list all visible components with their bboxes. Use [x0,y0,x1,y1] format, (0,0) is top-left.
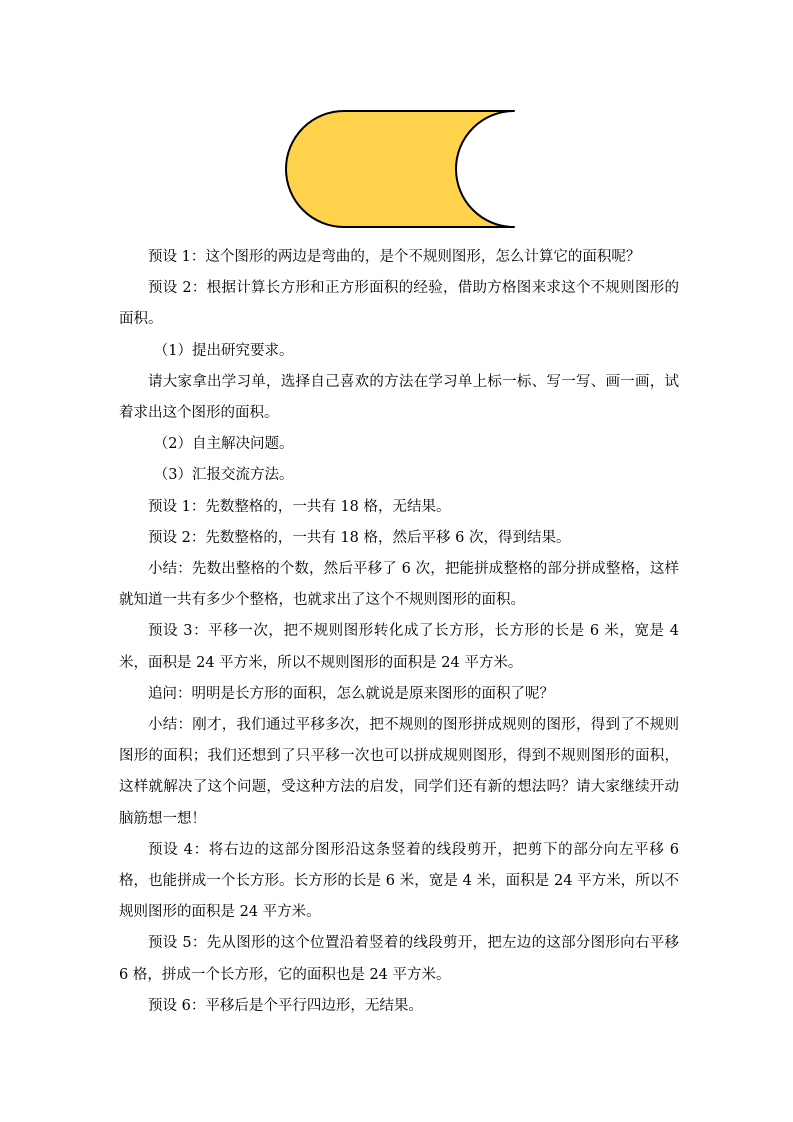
paragraph-step-3: （3）汇报交流方法。 [153,467,294,484]
paragraph-follow-up-question: 追问：明明是长方形的面积，怎么就说是原来图形的面积了呢？ [148,685,554,702]
paragraph-summary-2: 小结：刚才，我们通过平移多次，把不规则的图形拼成规则的图形，得到了不规则图形的面积；我们还想到了只平移一次也可以拼成规则图形，得到不规则图形的面积，这样就解决了这个问题，受这种方法的启发，同学们还有新的想法吗？请大家继续开动脑筋想一想！ [119,717,679,827]
paragraph-preset-2-grid: 预设 2：根据计算长方形和正方形面积的经验，借助方格图来求这个不规则图形的面积。 [119,280,679,328]
paragraph-count-preset-1: 预设 1：先数整格的，一共有 18 格，无结果。 [148,498,451,515]
irregular-shape-figure [280,108,520,230]
paragraph-instructions: 请大家拿出学习单，选择自己喜欢的方法在学习单上标一标、写一写、画一画，试着求出这个图形的面积。 [119,373,679,422]
paragraph-step-1: （1）提出研究要求。 [153,342,294,359]
paragraph-summary-1: 小结：先数出整格的个数，然后平移了 6 次，把能拼成整格的部分拼成整格，这样就知道一共有多少个整格，也就求出了这个不规则图形的面积。 [119,561,679,609]
paragraph-count-preset-2: 预设 2：先数整格的，一共有 18 格，然后平移 6 次，得到结果。 [148,529,571,546]
paragraph-preset-1-question: 预设 1：这个图形的两边是弯曲的，是个不规则图形，怎么计算它的面积呢？ [148,249,641,265]
document-body [119,242,679,1022]
paragraph-step-2: （2）自主解决问题。 [153,436,294,453]
paragraph-preset-3: 预设 3：平移一次，把不规则图形转化成了长方形，长方形的长是 6 米，宽是 4 米，面积是 24 平方米，所以不规则图形的面积是 24 平方米。 [119,623,679,671]
paragraph-preset-5: 预设 5：先从图形的这个位置沿着竖着的线段剪开，把左边的这部分图形向右平移 6 格，拼成一个长方形，它的面积也是 24 平方米。 [119,935,679,983]
paragraph-preset-6: 预设 6：平移后是个平行四边形，无结果。 [148,997,423,1014]
irregular-shape [286,111,514,227]
paragraph-preset-4: 预设 4：将右边的这部分图形沿这条竖着的线段剪开，把剪下的部分向左平移 6 格，也能拼成一个长方形。长方形的长是 6 米，宽是 4 米，面积是 24 平方米，所以不规则图形的面积是 24 平方米。 [119,841,679,921]
